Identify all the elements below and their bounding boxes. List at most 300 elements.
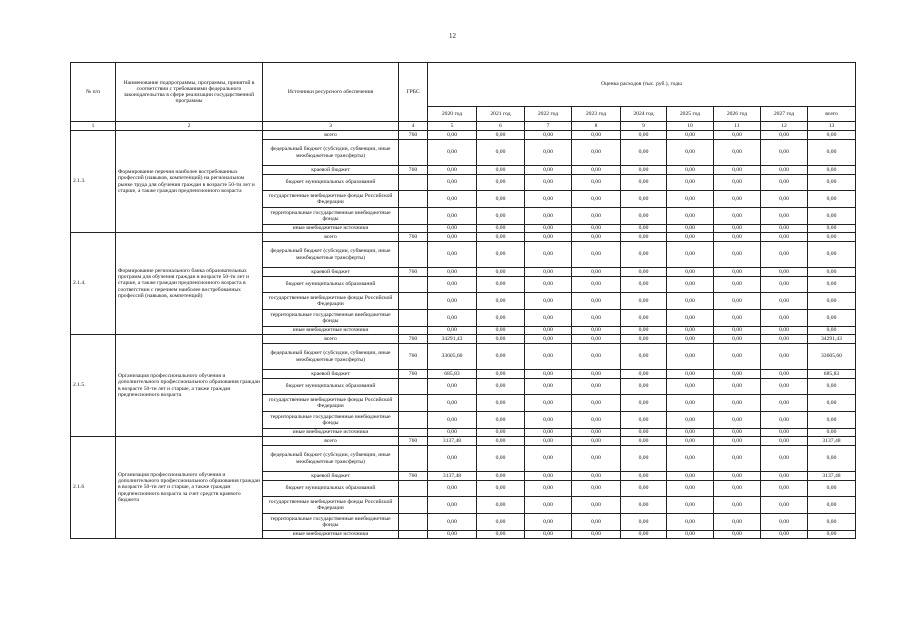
amount-cell: 0,00 [714, 131, 761, 140]
amount-cell: 0,00 [525, 531, 572, 539]
amount-cell: 0,00 [428, 395, 477, 412]
amount-cell: 0,00 [428, 166, 477, 175]
column-index: 12 [761, 122, 808, 131]
amount-cell: 0,00 [428, 327, 477, 335]
item-name: Формирование перечня наиболее востребованных профессий (навыков, компетенций) на региональном рынке труда для обучения граждан в возрасте 50-ти лет и старше, а также граждан предпенсионного возраста [116, 131, 263, 233]
amount-cell: 685,83 [428, 370, 477, 379]
amount-cell: 0,00 [477, 293, 525, 310]
amount-cell: 0,00 [428, 412, 477, 429]
amount-cell: 0,00 [761, 225, 808, 233]
grbs-code [399, 514, 428, 531]
funding-source: государственные внебюджетные фонды Российской Федерации [263, 191, 399, 208]
amount-cell: 0,00 [808, 131, 856, 140]
amount-cell: 0,00 [714, 277, 761, 293]
grbs-code [399, 175, 428, 191]
amount-cell: 0,00 [428, 497, 477, 514]
amount-cell: 0,00 [525, 514, 572, 531]
grbs-code [399, 242, 428, 268]
amount-cell: 0,00 [761, 344, 808, 370]
amount-cell: 0,00 [525, 310, 572, 327]
amount-cell: 0,00 [572, 344, 621, 370]
header-year: 2027 год [761, 107, 808, 122]
amount-cell: 0,00 [667, 293, 714, 310]
amount-cell: 0,00 [525, 446, 572, 472]
amount-cell: 0,00 [621, 293, 667, 310]
amount-cell: 0,00 [714, 531, 761, 539]
amount-cell: 0,00 [808, 242, 856, 268]
amount-cell: 0,00 [714, 166, 761, 175]
amount-cell: 0,00 [808, 293, 856, 310]
amount-cell: 0,00 [761, 233, 808, 242]
amount-cell: 0,00 [667, 370, 714, 379]
column-index: 1 [71, 122, 116, 131]
amount-cell: 0,00 [808, 233, 856, 242]
amount-cell: 0,00 [761, 412, 808, 429]
funding-source: территориальные государственные внебюджетные фонды [263, 514, 399, 531]
amount-cell: 0,00 [714, 268, 761, 277]
amount-cell: 0,00 [761, 166, 808, 175]
grbs-code: 760 [399, 166, 428, 175]
column-index: 2 [116, 122, 263, 131]
funding-source: бюджет муниципальных образований [263, 277, 399, 293]
amount-cell: 0,00 [808, 208, 856, 225]
amount-cell: 0,00 [525, 277, 572, 293]
amount-cell: 0,00 [621, 370, 667, 379]
amount-cell: 0,00 [761, 208, 808, 225]
amount-cell: 0,00 [714, 327, 761, 335]
grbs-code: 760 [399, 370, 428, 379]
amount-cell: 0,00 [477, 175, 525, 191]
amount-cell: 0,00 [761, 497, 808, 514]
amount-cell: 0,00 [714, 370, 761, 379]
funding-source: государственные внебюджетные фонды Российской Федерации [263, 395, 399, 412]
amount-cell: 0,00 [667, 208, 714, 225]
amount-cell: 0,00 [667, 497, 714, 514]
amount-cell: 0,00 [761, 531, 808, 539]
funding-source: федеральный бюджет (субсидии, субвенции, иные межбюджетные трансферты) [263, 344, 399, 370]
amount-cell: 0,00 [667, 395, 714, 412]
column-index: 9 [621, 122, 667, 131]
amount-cell: 0,00 [714, 335, 761, 344]
amount-cell: 0,00 [428, 208, 477, 225]
amount-cell: 0,00 [714, 412, 761, 429]
amount-cell: 0,00 [714, 208, 761, 225]
amount-cell: 0,00 [808, 379, 856, 395]
amount-cell: 0,00 [761, 140, 808, 166]
amount-cell: 0,00 [808, 140, 856, 166]
amount-cell: 0,00 [572, 140, 621, 166]
amount-cell: 0,00 [525, 166, 572, 175]
amount-cell: 0,00 [525, 293, 572, 310]
amount-cell: 3137,48 [428, 472, 477, 481]
amount-cell: 0,00 [761, 191, 808, 208]
amount-cell: 0,00 [808, 531, 856, 539]
amount-cell: 0,00 [572, 225, 621, 233]
amount-cell: 0,00 [477, 497, 525, 514]
amount-cell: 0,00 [667, 472, 714, 481]
amount-cell: 0,00 [477, 327, 525, 335]
amount-cell: 0,00 [761, 175, 808, 191]
amount-cell: 0,00 [428, 140, 477, 166]
amount-cell: 0,00 [525, 335, 572, 344]
amount-cell: 0,00 [621, 175, 667, 191]
amount-cell: 0,00 [525, 225, 572, 233]
amount-cell: 0,00 [572, 429, 621, 437]
amount-cell: 0,00 [621, 191, 667, 208]
column-index: 7 [525, 122, 572, 131]
amount-cell: 0,00 [621, 233, 667, 242]
amount-cell: 0,00 [572, 472, 621, 481]
grbs-code [399, 412, 428, 429]
amount-cell: 0,00 [428, 233, 477, 242]
funding-source: краевой бюджет [263, 268, 399, 277]
funding-source: территориальные государственные внебюджетные фонды [263, 310, 399, 327]
amount-cell: 0,00 [667, 242, 714, 268]
amount-cell: 0,00 [621, 481, 667, 497]
amount-cell: 0,00 [761, 472, 808, 481]
header-source: Источники ресурсного обеспечения [263, 63, 399, 122]
amount-cell: 0,00 [525, 208, 572, 225]
amount-cell: 0,00 [667, 268, 714, 277]
amount-cell: 0,00 [477, 412, 525, 429]
amount-cell: 0,00 [667, 166, 714, 175]
amount-cell: 0,00 [477, 131, 525, 140]
amount-cell: 0,00 [808, 327, 856, 335]
amount-cell: 0,00 [572, 131, 621, 140]
amount-cell: 0,00 [621, 166, 667, 175]
amount-cell: 0,00 [761, 310, 808, 327]
grbs-code [399, 191, 428, 208]
amount-cell: 0,00 [621, 472, 667, 481]
amount-cell: 0,00 [572, 437, 621, 446]
amount-cell: 0,00 [808, 395, 856, 412]
grbs-code [399, 225, 428, 233]
amount-cell: 0,00 [525, 437, 572, 446]
amount-cell: 0,00 [714, 429, 761, 437]
amount-cell: 0,00 [572, 233, 621, 242]
grbs-code [399, 531, 428, 539]
amount-cell: 0,00 [477, 395, 525, 412]
amount-cell: 0,00 [477, 514, 525, 531]
amount-cell: 0,00 [667, 344, 714, 370]
amount-cell: 0,00 [714, 379, 761, 395]
funding-source: иные внебюджетные источники [263, 327, 399, 335]
amount-cell: 0,00 [428, 446, 477, 472]
amount-cell: 0,00 [477, 140, 525, 166]
amount-cell: 0,00 [621, 310, 667, 327]
funding-source: краевой бюджет [263, 472, 399, 481]
column-index: 8 [572, 122, 621, 131]
amount-cell: 0,00 [525, 233, 572, 242]
amount-cell: 0,00 [714, 225, 761, 233]
column-index: 4 [399, 122, 428, 131]
amount-cell: 0,00 [667, 233, 714, 242]
amount-cell: 0,00 [428, 531, 477, 539]
amount-cell: 0,00 [621, 429, 667, 437]
grbs-code: 760 [399, 268, 428, 277]
grbs-code [399, 497, 428, 514]
grbs-code [399, 277, 428, 293]
funding-source: иные внебюджетные источники [263, 225, 399, 233]
amount-cell: 0,00 [525, 412, 572, 429]
amount-cell: 0,00 [621, 335, 667, 344]
amount-cell: 0,00 [621, 531, 667, 539]
amount-cell: 0,00 [621, 395, 667, 412]
amount-cell: 0,00 [477, 335, 525, 344]
grbs-code: 760 [399, 335, 428, 344]
amount-cell: 0,00 [572, 395, 621, 412]
table-row [71, 437, 856, 446]
funding-source: бюджет муниципальных образований [263, 175, 399, 191]
amount-cell: 0,00 [477, 166, 525, 175]
amount-cell: 0,00 [714, 242, 761, 268]
amount-cell: 0,00 [572, 327, 621, 335]
funding-source: государственные внебюджетные фонды Российской Федерации [263, 293, 399, 310]
amount-cell: 0,00 [714, 293, 761, 310]
amount-cell: 0,00 [667, 514, 714, 531]
amount-cell: 0,00 [621, 327, 667, 335]
column-index: 13 [808, 122, 856, 131]
amount-cell: 0,00 [621, 277, 667, 293]
amount-cell: 0,00 [477, 191, 525, 208]
amount-cell: 0,00 [477, 379, 525, 395]
amount-cell: 0,00 [477, 208, 525, 225]
amount-cell: 0,00 [525, 429, 572, 437]
amount-cell: 0,00 [621, 242, 667, 268]
amount-cell: 0,00 [621, 379, 667, 395]
amount-cell: 0,00 [667, 140, 714, 166]
amount-cell: 0,00 [808, 225, 856, 233]
funding-source: всего [263, 131, 399, 140]
amount-cell: 0,00 [477, 531, 525, 539]
amount-cell: 0,00 [428, 191, 477, 208]
amount-cell: 0,00 [667, 277, 714, 293]
funding-source: иные внебюджетные источники [263, 531, 399, 539]
amount-cell: 0,00 [477, 268, 525, 277]
amount-cell: 0,00 [714, 191, 761, 208]
amount-cell: 0,00 [572, 277, 621, 293]
funding-source: бюджет муниципальных образований [263, 481, 399, 497]
column-index: 6 [477, 122, 525, 131]
amount-cell: 0,00 [808, 429, 856, 437]
funding-source: краевой бюджет [263, 166, 399, 175]
funding-source: всего [263, 437, 399, 446]
funding-source: федеральный бюджет (субсидии, субвенции, иные межбюджетные трансферты) [263, 446, 399, 472]
funding-source: краевой бюджет [263, 370, 399, 379]
amount-cell: 0,00 [572, 191, 621, 208]
amount-cell: 0,00 [572, 293, 621, 310]
amount-cell: 0,00 [572, 208, 621, 225]
grbs-code [399, 140, 428, 166]
item-name: Организация профессионального обучения и дополнительного профессионального образования граждан в возрасте 50-ти лет и старше, а также граждан предпенсионного возраста [116, 335, 263, 437]
amount-cell: 0,00 [761, 379, 808, 395]
amount-cell: 0,00 [572, 446, 621, 472]
amount-cell: 0,00 [808, 412, 856, 429]
amount-cell: 0,00 [667, 412, 714, 429]
grbs-code: 760 [399, 131, 428, 140]
amount-cell: 0,00 [572, 268, 621, 277]
amount-cell: 0,00 [761, 242, 808, 268]
amount-cell: 0,00 [808, 191, 856, 208]
grbs-code: 760 [399, 472, 428, 481]
amount-cell: 0,00 [621, 208, 667, 225]
amount-cell: 0,00 [714, 233, 761, 242]
amount-cell: 0,00 [572, 514, 621, 531]
amount-cell: 0,00 [525, 242, 572, 268]
amount-cell: 0,00 [808, 497, 856, 514]
funding-source: федеральный бюджет (субсидии, субвенции, иные межбюджетные трансферты) [263, 242, 399, 268]
grbs-code [399, 327, 428, 335]
amount-cell: 0,00 [761, 395, 808, 412]
amount-cell: 0,00 [525, 481, 572, 497]
item-number: 2.1.6 [71, 437, 116, 539]
amount-cell: 0,00 [525, 472, 572, 481]
header-year: 2023 год [572, 107, 621, 122]
amount-cell: 0,00 [477, 225, 525, 233]
column-index: 3 [263, 122, 399, 131]
amount-cell: 0,00 [667, 327, 714, 335]
column-index: 5 [428, 122, 477, 131]
header-grbs: ГРБС [399, 63, 428, 122]
table-row [71, 335, 856, 344]
amount-cell: 0,00 [667, 175, 714, 191]
amount-cell: 0,00 [761, 327, 808, 335]
amount-cell: 0,00 [525, 379, 572, 395]
amount-cell: 0,00 [714, 446, 761, 472]
amount-cell: 0,00 [621, 446, 667, 472]
amount-cell: 0,00 [808, 277, 856, 293]
funding-source: иные внебюджетные источники [263, 429, 399, 437]
amount-cell: 0,00 [525, 191, 572, 208]
amount-cell: 0,00 [572, 370, 621, 379]
column-index: 10 [667, 122, 714, 131]
amount-cell: 0,00 [667, 191, 714, 208]
amount-cell: 0,00 [761, 514, 808, 531]
amount-cell: 0,00 [714, 437, 761, 446]
amount-cell: 0,00 [761, 437, 808, 446]
amount-cell: 0,00 [667, 225, 714, 233]
amount-cell: 0,00 [667, 335, 714, 344]
funding-source: всего [263, 335, 399, 344]
amount-cell: 0,00 [667, 429, 714, 437]
header-num: № п/п [71, 63, 116, 122]
funding-source: бюджет муниципальных образований [263, 379, 399, 395]
grbs-code [399, 429, 428, 437]
grbs-code [399, 208, 428, 225]
amount-cell: 3137,48 [428, 437, 477, 446]
amount-cell: 0,00 [761, 293, 808, 310]
amount-cell: 0,00 [428, 429, 477, 437]
amount-cell: 0,00 [667, 446, 714, 472]
header-row [71, 63, 856, 107]
amount-cell: 0,00 [761, 446, 808, 472]
amount-cell: 0,00 [808, 446, 856, 472]
amount-cell: 0,00 [621, 140, 667, 166]
funding-source: государственные внебюджетные фонды Российской Федерации [263, 497, 399, 514]
amount-cell: 0,00 [714, 497, 761, 514]
amount-cell: 0,00 [477, 370, 525, 379]
amount-cell: 0,00 [477, 446, 525, 472]
page-number: 12 [449, 32, 456, 40]
amount-cell: 0,00 [525, 268, 572, 277]
amount-cell: 0,00 [761, 370, 808, 379]
amount-cell: 0,00 [714, 344, 761, 370]
amount-cell: 0,00 [667, 310, 714, 327]
header-year: 2026 год [714, 107, 761, 122]
amount-cell: 0,00 [667, 531, 714, 539]
expenditure-table [70, 62, 856, 539]
amount-cell: 0,00 [477, 344, 525, 370]
amount-cell: 0,00 [572, 242, 621, 268]
table-row [71, 233, 856, 242]
amount-cell: 0,00 [525, 131, 572, 140]
amount-cell: 0,00 [525, 175, 572, 191]
grbs-code [399, 293, 428, 310]
amount-cell: 0,00 [667, 437, 714, 446]
header-name: Наименование подпрограммы, программы, принятой в соответствии с требованиями федерального законодательства в сфере реализации государственной программы [116, 63, 263, 122]
amount-cell: 0,00 [761, 481, 808, 497]
amount-cell: 0,00 [428, 131, 477, 140]
amount-cell: 33605,60 [808, 344, 856, 370]
amount-cell: 0,00 [761, 277, 808, 293]
amount-cell: 0,00 [477, 242, 525, 268]
amount-cell: 0,00 [572, 175, 621, 191]
amount-cell: 0,00 [477, 472, 525, 481]
amount-cell: 0,00 [621, 131, 667, 140]
amount-cell: 0,00 [525, 395, 572, 412]
amount-cell: 0,00 [428, 268, 477, 277]
amount-cell: 0,00 [572, 379, 621, 395]
amount-cell: 0,00 [572, 335, 621, 344]
header-year: 2021 год [477, 107, 525, 122]
table-row [71, 131, 856, 140]
amount-cell: 0,00 [428, 277, 477, 293]
grbs-code [399, 481, 428, 497]
amount-cell: 0,00 [428, 514, 477, 531]
amount-cell: 0,00 [714, 175, 761, 191]
amount-cell: 0,00 [761, 131, 808, 140]
funding-source: федеральный бюджет (субсидии, субвенции, иные межбюджетные трансферты) [263, 140, 399, 166]
item-number: 2.1.4. [71, 233, 116, 335]
amount-cell: 0,00 [477, 429, 525, 437]
amount-cell: 0,00 [428, 175, 477, 191]
amount-cell: 0,00 [714, 395, 761, 412]
amount-cell: 0,00 [428, 293, 477, 310]
amount-cell: 0,00 [428, 481, 477, 497]
amount-cell: 0,00 [525, 497, 572, 514]
amount-cell: 0,00 [667, 481, 714, 497]
header-year: 2022 год [525, 107, 572, 122]
amount-cell: 0,00 [621, 497, 667, 514]
amount-cell: 0,00 [808, 268, 856, 277]
amount-cell: 0,00 [808, 166, 856, 175]
amount-cell: 0,00 [477, 310, 525, 327]
amount-cell: 0,00 [572, 531, 621, 539]
grbs-code: 760 [399, 344, 428, 370]
amount-cell: 0,00 [477, 437, 525, 446]
grbs-code [399, 446, 428, 472]
amount-cell: 0,00 [761, 335, 808, 344]
amount-cell: 0,00 [525, 370, 572, 379]
amount-cell: 0,00 [621, 268, 667, 277]
item-name: Формирование регионального банка образовательных программ для обучения граждан в возрасте 50-ти лет и старше, а также граждан предпенсионного возраста в соответствии с перечнем наиболее востребованных профессий (навыков, компетенций) [116, 233, 263, 335]
item-number: 2.1.3. [71, 131, 116, 233]
amount-cell: 0,00 [714, 514, 761, 531]
header-year: всего [808, 107, 856, 122]
amount-cell: 0,00 [667, 379, 714, 395]
amount-cell: 0,00 [808, 481, 856, 497]
amount-cell: 0,00 [477, 233, 525, 242]
